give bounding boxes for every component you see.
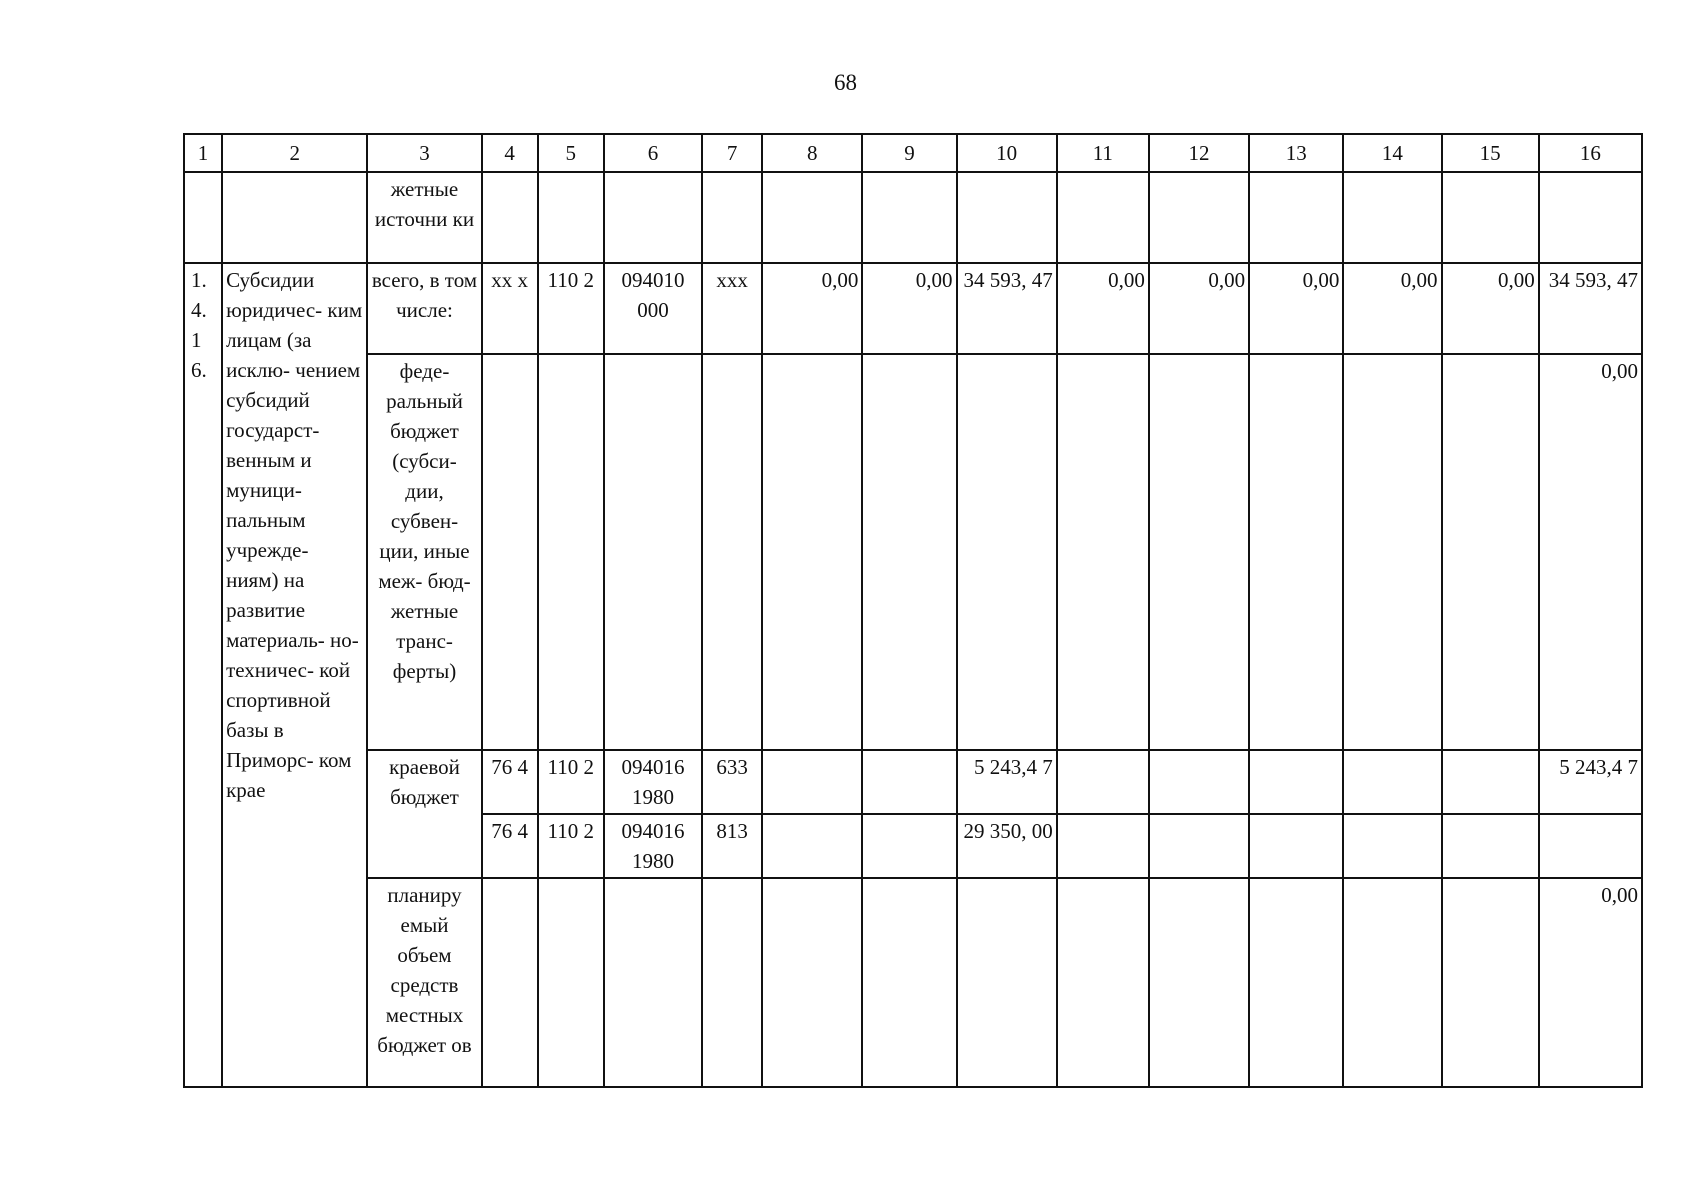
table-cell: 094010 000 (604, 263, 702, 354)
header-cell: 5 (538, 134, 604, 172)
table-cell: 0,00 (1149, 263, 1249, 354)
page-number: 68 (834, 70, 857, 95)
source-cell: феде- ральный бюджет (субси- дии, субвен- ции, иные меж- бюд- жетные транс- ферты) (367, 354, 481, 750)
table-cell: 0,00 (1249, 263, 1343, 354)
table-cell: 110 2 (538, 750, 604, 814)
table-cell (1057, 814, 1149, 878)
table-cell (762, 172, 862, 263)
table-cell (1057, 750, 1149, 814)
item-index: 1. 4. 1 6. (184, 263, 222, 1087)
header-cell: 13 (1249, 134, 1343, 172)
header-cell: 16 (1539, 134, 1642, 172)
table-cell (1343, 172, 1441, 263)
table-cell: 0,00 (1057, 263, 1149, 354)
table-cell: 110 2 (538, 263, 604, 354)
header-cell: 4 (482, 134, 538, 172)
header-cell: 15 (1442, 134, 1539, 172)
header-cell: 8 (762, 134, 862, 172)
table-cell (1442, 814, 1539, 878)
table-cell: 76 4 (482, 750, 538, 814)
table-cell: 0,00 (762, 263, 862, 354)
header-cell: 10 (957, 134, 1057, 172)
table-cell (1149, 878, 1249, 1087)
table-row (184, 263, 1642, 354)
table-cell (1539, 172, 1642, 263)
table-cell (762, 814, 862, 878)
table-cell: 0,00 (862, 263, 956, 354)
table-row (184, 354, 1642, 750)
table-cell (862, 354, 956, 750)
table-cell (482, 172, 538, 263)
table-cell (1442, 878, 1539, 1087)
table-cell (762, 354, 862, 750)
table-cell (957, 878, 1057, 1087)
table-cell: хх х (482, 263, 538, 354)
source-cell: планиру емый объем средств местных бюджет ов (367, 878, 481, 1087)
header-cell: 9 (862, 134, 956, 172)
table-cell (702, 354, 762, 750)
table-cell (862, 172, 956, 263)
table-cell (702, 878, 762, 1087)
table-cell (702, 172, 762, 263)
header-row (184, 134, 1642, 172)
table-cell: 110 2 (538, 814, 604, 878)
table-cell (1249, 814, 1343, 878)
table-cell (1539, 814, 1642, 878)
table-cell (1442, 172, 1539, 263)
table-cell (1442, 354, 1539, 750)
item-name: Субсидии юридичес- ким лицам (за исклю- чением субсидий государст- венным и муници- пальным учрежде- ниям) на развитие материаль- но- техничес- кой спортивной базы в Приморс- ком крае (222, 263, 367, 1087)
table-cell: 5 243,4 7 (957, 750, 1057, 814)
table-cell: 76 4 (482, 814, 538, 878)
table-cell (1149, 750, 1249, 814)
table-cell (604, 354, 702, 750)
table-cell (957, 354, 1057, 750)
header-cell: 1 (184, 134, 222, 172)
table-cell (1057, 172, 1149, 263)
table-cell: 633 (702, 750, 762, 814)
table-cell (1057, 354, 1149, 750)
table-row (184, 172, 1642, 263)
budget-table (183, 133, 1643, 1088)
table-cell (957, 172, 1057, 263)
source-cell: жетные источни ки (367, 172, 481, 263)
table-cell: 5 243,4 7 (1539, 750, 1642, 814)
table-cell (482, 354, 538, 750)
table-cell (1249, 172, 1343, 263)
table-cell: 094016 1980 (604, 750, 702, 814)
header-cell: 14 (1343, 134, 1441, 172)
header-cell: 12 (1149, 134, 1249, 172)
table-cell (1249, 878, 1343, 1087)
table-cell: 0,00 (1343, 263, 1441, 354)
table-cell (1249, 750, 1343, 814)
table-cell: 0,00 (1539, 354, 1642, 750)
table-cell (1057, 878, 1149, 1087)
table-row (184, 878, 1642, 1087)
table-cell (1249, 354, 1343, 750)
table-cell (1343, 750, 1441, 814)
table-cell (222, 172, 367, 263)
header-cell: 6 (604, 134, 702, 172)
table-cell: ххх (702, 263, 762, 354)
table-cell (184, 172, 222, 263)
source-cell: всего, в том числе: (367, 263, 481, 354)
table-cell (862, 750, 956, 814)
table-cell (1442, 750, 1539, 814)
header-cell: 3 (367, 134, 481, 172)
table-cell (862, 878, 956, 1087)
source-cell: краевой бюджет (367, 750, 481, 878)
table-cell (538, 354, 604, 750)
table-cell (1343, 354, 1441, 750)
header-cell: 7 (702, 134, 762, 172)
table-cell (1343, 878, 1441, 1087)
table-cell (762, 750, 862, 814)
table-cell (482, 878, 538, 1087)
table-cell (604, 878, 702, 1087)
table-cell: 813 (702, 814, 762, 878)
table-row (184, 750, 1642, 814)
table-cell: 0,00 (1442, 263, 1539, 354)
table-cell: 34 593, 47 (1539, 263, 1642, 354)
table-cell: 29 350, 00 (957, 814, 1057, 878)
header-cell: 2 (222, 134, 367, 172)
table-cell: 34 593, 47 (957, 263, 1057, 354)
table-cell (538, 878, 604, 1087)
table-cell: 094016 1980 (604, 814, 702, 878)
table-cell (1149, 172, 1249, 263)
table-cell (762, 878, 862, 1087)
table-cell: 0,00 (1539, 878, 1642, 1087)
header-cell: 11 (1057, 134, 1149, 172)
table-cell (538, 172, 604, 263)
table-cell (1343, 814, 1441, 878)
table-cell (1149, 814, 1249, 878)
table-cell (1149, 354, 1249, 750)
table-cell (604, 172, 702, 263)
table-cell (862, 814, 956, 878)
